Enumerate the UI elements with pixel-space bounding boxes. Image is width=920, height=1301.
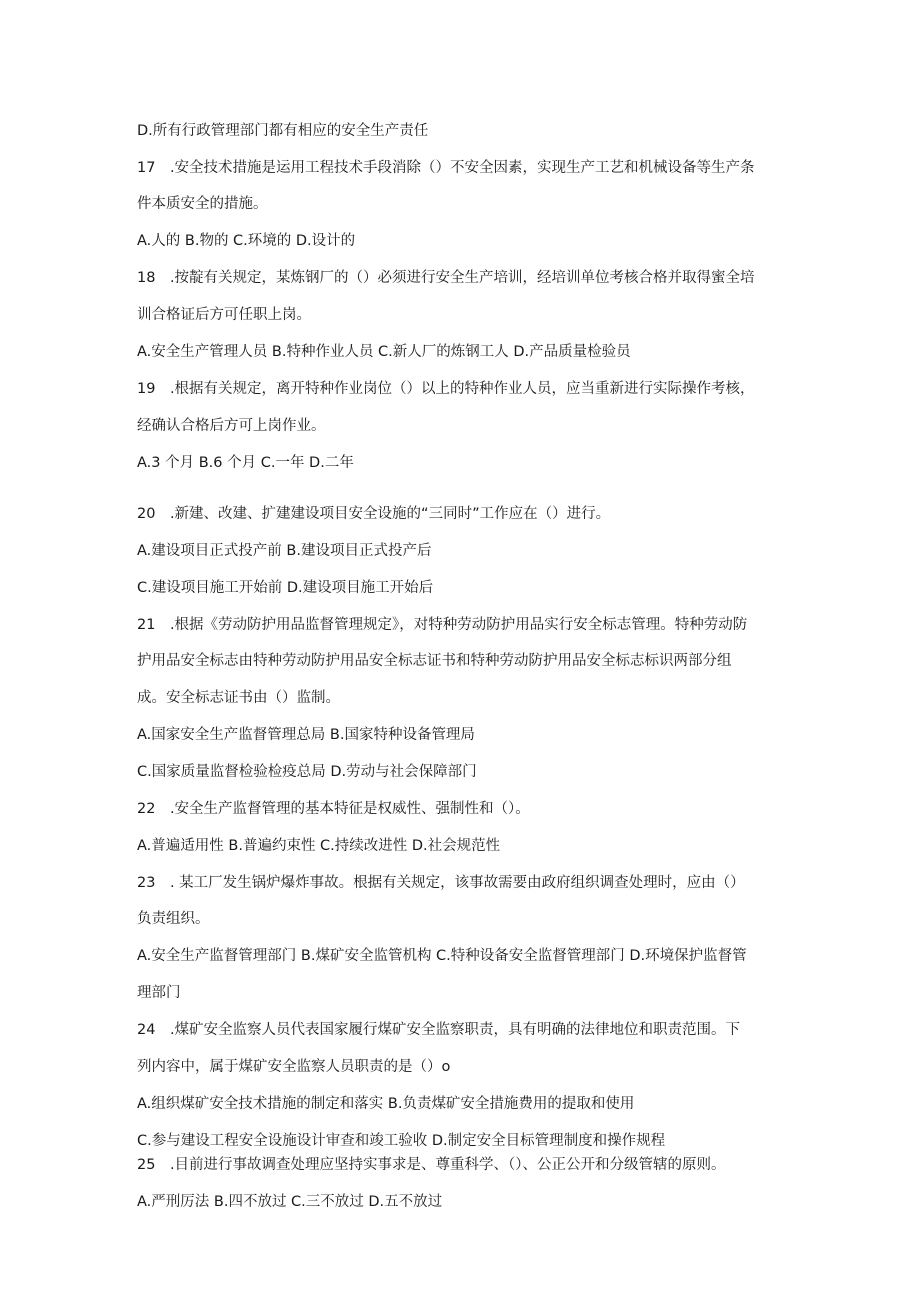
question-17-line-2: 件本质安全的措施。 bbox=[137, 196, 268, 212]
options-22: A.普遍适用性 B.普遍约束性 C.持续改进性 D.社会规范性 bbox=[137, 838, 501, 854]
options-18: A.安全生产管理人员 B.特种作业人员 C.新人厂的炼钢工人 D.产品质量检验员 bbox=[137, 344, 631, 360]
question-24-line-2: 列内容中，属于煤矿安全监察人员职责的是（）o bbox=[137, 1059, 451, 1075]
options-23-line-2: 理部门 bbox=[137, 985, 181, 1001]
options-19: A.3 个月 B.6 个月 C.一年 D.二年 bbox=[137, 455, 354, 471]
question-22: 22 .安全生产监督管理的基本特征是权威性、强制性和（）。 bbox=[137, 801, 530, 817]
options-21-cd: C.国家质量监督检验检疫总局 D.劳动与社会保障部门 bbox=[137, 764, 477, 780]
question-19-line-2: 经确认合格后方可上岗作业。 bbox=[137, 418, 326, 434]
question-18-line-2: 训合格证后方可任职上岗。 bbox=[137, 307, 311, 323]
question-21-line-2: 护用品安全标志由特种劳动防护用品安全标志证书和特种劳动防护用品安全标志标识两部分组 bbox=[137, 653, 732, 669]
question-23-line-1: 23 . 某工厂发生锅炉爆炸事故。根据有关规定，该事故需要由政府组织调查处理时，应由（） bbox=[137, 875, 745, 891]
question-21-line-3: 成。安全标志证书由（）监制。 bbox=[137, 690, 340, 706]
options-17: A.人的 B.物的 C.环境的 D.设计的 bbox=[137, 233, 356, 249]
options-23-line-1: A.安全生产监督管理部门 B.煤矿安全监管机构 C.特种设备安全监督管理部门 D.环境保护监督管 bbox=[137, 948, 747, 964]
question-19-line-1: 19 .根据有关规定，离开特种作业岗位（）以上的特种作业人员，应当重新进行实际操作考核， bbox=[137, 381, 755, 397]
options-20-cd: C.建设项目施工开始前 D.建设项目施工开始后 bbox=[137, 580, 434, 596]
option-line-16-d: D.所有行政管理部门都有相应的安全生产责任 bbox=[137, 123, 429, 139]
question-20: 20 .新建、改建、扩建建设项目安全设施的“三同时”工作应在（）进行。 bbox=[137, 506, 611, 522]
question-18-line-1: 18 .按靛有关规定，某炼钢厂的（）必须进行安全生产培训，经培训单位考核合格并取得蜜全培 bbox=[137, 270, 755, 286]
options-24-cd: C.参与建设工程安全设施设计审查和竣工验收 D.制定安全目标管理制度和操作规程 bbox=[137, 1133, 666, 1149]
options-21-ab: A.国家安全生产监督管理总局 B.国家特种设备管理局 bbox=[137, 727, 475, 743]
options-20-ab: A.建设项目正式投产前 B.建设项目正式投产后 bbox=[137, 543, 432, 559]
question-17-line-1: 17 .安全技术措施是运用工程技术手段消除（）不安全因素，实现生产工艺和机械设备等生产条 bbox=[137, 160, 755, 176]
question-24-line-1: 24 .煤矿安全监察人员代表国家履行煤矿安全监察职责，具有明确的法律地位和职责范围。下 bbox=[137, 1022, 741, 1038]
question-25: 25 .目前进行事故调查处理应坚持实事求是、尊重科学、（）、公正公开和分级管辖的原则。 bbox=[137, 1157, 726, 1173]
question-23-line-2: 负责组织。 bbox=[137, 911, 210, 927]
options-25: A.严刑厉法 B.四不放过 C.三不放过 D.五不放过 bbox=[137, 1194, 443, 1210]
question-21-line-1: 21 .根据《劳动防护用品监督管理规定》，对特种劳动防护用品实行安全标志管理。特种劳动防 bbox=[137, 617, 748, 633]
options-24-ab: A.组织煤矿安全技术措施的制定和落实 B.负责煤矿安全措施费用的提取和使用 bbox=[137, 1096, 635, 1112]
